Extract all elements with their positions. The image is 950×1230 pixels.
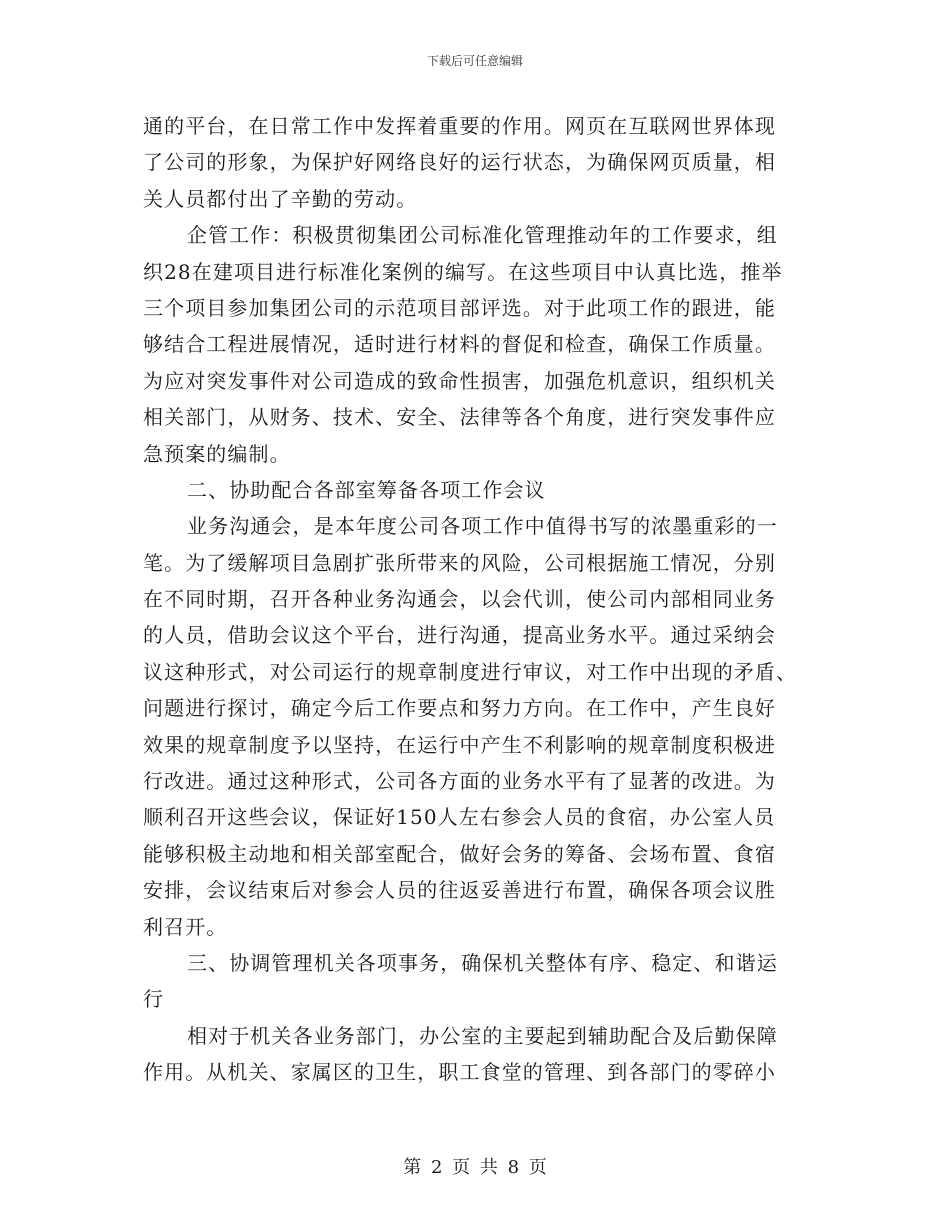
section-heading: 二、协助配合各部室筹备各项工作会议 [187,477,546,502]
page-number: 第 2 页 共 8 页 [403,1157,547,1178]
paragraph-line: 通的平台，在日常工作中发挥着重要的作用。网页在互联网世界体现 [143,114,776,138]
paragraph-line: 织28在建项目进行标准化案例的编写。在这些项目中认真比选，推举 [143,259,783,284]
paragraph-line: 业务沟通会，是本年度公司各项工作中值得书写的浓墨重彩的一 [187,514,778,539]
paragraph-line: 行改进。通过这种形式，公司各方面的业务水平有了显著的改进。为 [143,769,776,794]
paragraph-line: 问题进行探讨，确定今后工作要点和努力方向。在工作中，产生良好 [143,696,776,721]
document-body [143,108,803,1091]
paragraph-line: 安排，会议结束后对参会人员的往返妥善进行布置，确保各项会议胜 [143,878,776,903]
paragraph-line: 够结合工程进展情况，适时进行材料的督促和检查，确保工作质量。 [143,332,776,357]
paragraph-line: 作用。从机关、家属区的卫生，职工食堂的管理、到各部门的零碎小 [143,1060,776,1085]
paragraph-line: 三个项目参加集团公司的示范项目部评选。对于此项工作的跟进，能 [143,295,776,320]
paragraph-line: 能够积极主动地和相关部室配合，做好会务的筹备、会场布置、食宿 [143,841,776,866]
paragraph-line: 了公司的形象，为保护好网络良好的运行状态，为确保网页质量，相 [143,150,776,175]
paragraph-line: 相关部门，从财务、技术、安全、法律等各个角度，进行突发事件应 [143,405,776,430]
paragraph-line: 为应对突发事件对公司造成的致命性损害，加强危机意识，组织机关 [143,368,776,393]
paragraph-line: 顺利召开这些会议，保证好150人左右参会人员的食宿，办公室人员 [143,805,776,830]
paragraph-line: 的人员，借助会议这个平台，进行沟通，提高业务水平。通过采纳会 [143,623,776,648]
paragraph-line: 笔。为了缓解项目急剧扩张所带来的风险，公司根据施工情况，分别 [143,550,776,575]
paragraph-line: 效果的规章制度予以坚持，在运行中产生不利影响的规章制度积极进 [143,732,776,757]
section-heading: 三、协调管理机关各项事务，确保机关整体有序、稳定、和谐运 [187,950,778,975]
paragraph-line: 议这种形式，对公司运行的规章制度进行审议，对工作中出现的矛盾、 [143,659,798,684]
paragraph-line: 利召开。 [143,914,228,939]
paragraph-line: 急预案的编制。 [143,441,291,466]
paragraph-line: 关人员都付出了辛勤的劳动。 [143,186,418,211]
paragraph-line: 相对于机关各业务部门，办公室的主要起到辅助配合及后勤保障 [187,1023,778,1048]
paragraph-line: 在不同时期，召开各种业务沟通会，以会代训，使公司内部相同业务 [143,587,776,612]
page-header: 下载后可任意编辑 [426,54,523,68]
section-heading-continued: 行 [143,987,165,1012]
paragraph-line: 企管工作：积极贯彻集团公司标准化管理推动年的工作要求，组 [187,223,778,248]
